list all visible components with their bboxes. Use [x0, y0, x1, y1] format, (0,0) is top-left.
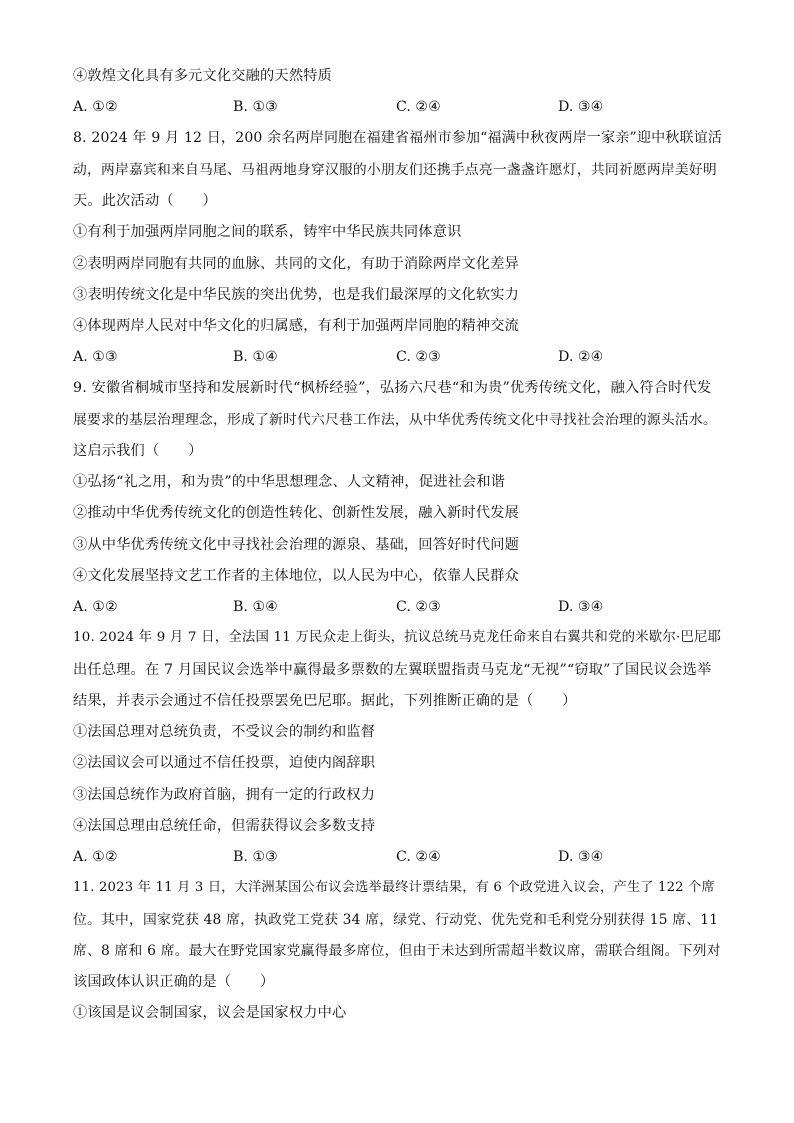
q10-item-3: ③法国总统作为政府首脑，拥有一定的行政权力	[73, 787, 376, 803]
q7-option-d: D. ③④	[558, 99, 604, 115]
q8-item-2: ②表明两岸同胞有共同的血脉、共同的文化，有助于消除两岸文化差异	[73, 256, 520, 272]
q10-option-d: D. ③④	[558, 849, 604, 865]
q9-item-1: ①弘扬“礼之用，和为贵”的中华思想理念、人文精神，促进社会和谐	[73, 474, 506, 490]
q9-options	[73, 597, 723, 617]
q8-option-c: C. ②③	[396, 349, 441, 365]
q9-option-a: A. ①②	[73, 599, 118, 615]
q7-options	[73, 97, 723, 117]
q8-item-3: ③表明传统文化是中华民族的突出优势，也是我们最深厚的文化软实力	[73, 287, 520, 303]
q7-item-4: ④敦煌文化具有多元文化交融的天然特质	[73, 68, 332, 84]
q8-item-1: ①有利于加强两岸同胞之间的联系，铸牢中华民族共同体意识	[73, 224, 462, 240]
q10-option-c: C. ②④	[396, 849, 441, 865]
q9-item-4: ④文化发展坚持文艺工作者的主体地位，以人民为中心，依靠人民群众	[73, 568, 520, 584]
q10-item-1: ①法国总理对总统负责，不受议会的制约和监督	[73, 724, 376, 740]
q10-option-b: B. ①③	[233, 849, 278, 865]
q8-stem-line-3: 天。此次活动（ ）	[73, 193, 217, 209]
q10-option-a: A. ①②	[73, 849, 118, 865]
q9-stem-line-2: 展要求的基层治理理念，形成了新时代六尺巷工作法，从中华优秀传统文化中寻找社会治理的源头活水。	[73, 412, 717, 428]
q11-stem-line-3: 席、8 席和 6 席。最大在野党国家党赢得最多席位，但由于未达到所需超半数议席，需联合组阁。下列对	[73, 943, 721, 959]
q7-option-c: C. ②④	[396, 99, 441, 115]
q11-stem-line-2: 位。其中，国家党获 48 席，执政党工党获 34 席，绿党、行动党、优先党和毛利党分别获得 15 席、11	[73, 912, 719, 928]
q9-option-c: C. ②③	[396, 599, 441, 615]
q9-option-b: B. ①④	[233, 599, 278, 615]
q8-options	[73, 347, 723, 367]
q10-stem-line-2: 出任总理。在 7 月国民议会选举中赢得最多票数的左翼联盟指责马克龙“无视”“窃取”了国民议会选举	[73, 662, 712, 678]
q8-option-b: B. ①④	[233, 349, 278, 365]
q7-option-b: B. ①③	[233, 99, 278, 115]
q7-option-a: A. ①②	[73, 99, 118, 115]
q11-stem-line-1: 11. 2023 年 11 月 3 日，大洋洲某国公布议会选举最终计票结果，有 6 个政党进入议会，产生了 122 个席	[73, 880, 715, 895]
q11-stem-line-4: 该国政体认识正确的是（ ）	[73, 974, 275, 990]
q8-option-a: A. ①③	[73, 349, 118, 365]
q9-option-d: D. ③④	[558, 599, 604, 615]
q8-item-4: ④体现两岸人民对中华文化的归属感，有利于加强两岸同胞的精神交流	[73, 318, 520, 334]
q9-stem-line-1: 9. 安徽省桐城市坚持和发展新时代“枫桥经验”，弘扬六尺巷“和为贵”优秀传统文化，融入符合时代发	[73, 380, 712, 396]
q10-stem-line-3: 结果，并表示会通过不信任投票罢免巴尼耶。据此，下列推断正确的是（ ）	[73, 693, 577, 709]
q10-options	[73, 847, 723, 867]
q9-item-3: ③从中华优秀传统文化中寻找社会治理的源泉、基础，回答好时代问题	[73, 537, 520, 553]
q9-stem-line-3: 这启示我们（ ）	[73, 443, 203, 459]
q10-item-2: ②法国议会可以通过不信任投票，迫使内阁辞职	[73, 755, 376, 771]
q10-stem-line-1: 10. 2024 年 9 月 7 日，全法国 11 万民众走上街头，抗议总统马克龙任命来自右翼共和党的米歇尔·巴尼耶	[73, 630, 722, 645]
q11-item-1: ①该国是议会制国家，议会是国家权力中心	[73, 1005, 347, 1021]
q8-stem-line-2: 动，两岸嘉宾和来自马尾、马祖两地身穿汉服的小朋友们还携手点亮一盏盏许愿灯，共同祈愿两岸美好明	[73, 162, 717, 178]
q8-option-d: D. ②④	[558, 349, 604, 365]
q10-item-4: ④法国总理由总统任命，但需获得议会多数支持	[73, 818, 376, 834]
q9-item-2: ②推动中华优秀传统文化的创造性转化、创新性发展，融入新时代发展	[73, 505, 520, 521]
q8-stem-line-1: 8. 2024 年 9 月 12 日，200 余名两岸同胞在福建省福州市参加“福满中秋夜两岸一家亲”迎中秋联谊活	[73, 130, 723, 146]
